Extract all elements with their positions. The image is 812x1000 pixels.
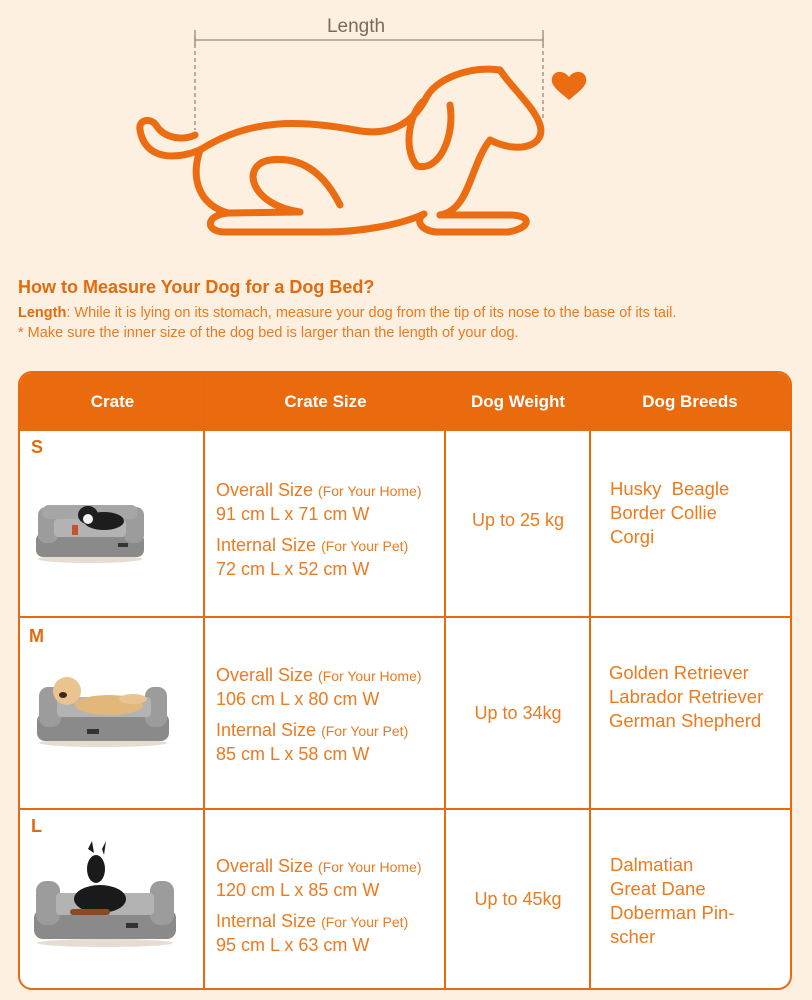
row-divider (20, 808, 790, 810)
size-label: S (31, 437, 44, 457)
crate-size-m (216, 664, 422, 766)
internal-size-value: 85 cm L x 58 cm W (216, 744, 370, 764)
length-text: : While it is lying on its stomach, measure your dog from the tip of its nose to the base of its tail. (66, 305, 677, 321)
breed-item: German Shepherd (609, 710, 762, 731)
header-crate: Crate (90, 392, 135, 411)
internal-size-value: 95 cm L x 63 cm W (216, 935, 370, 955)
length-measure-line (195, 30, 543, 130)
large-bed-with-dog-image (30, 839, 180, 949)
medium-bed-with-dog-image (33, 669, 173, 749)
length-instruction (18, 305, 808, 321)
dog-weight: Up to 45kg (474, 889, 562, 909)
internal-size-label: Internal Size (216, 720, 317, 740)
table-header (20, 373, 790, 431)
breed-item: Labrador Retriever (609, 686, 764, 707)
dog-measure-illustration (0, 0, 812, 270)
overall-size-note: (For Your Home) (318, 668, 422, 684)
size-label: L (31, 816, 42, 836)
overall-size-label: Overall Size (216, 665, 314, 685)
internal-size-value: 72 cm L x 52 cm W (216, 559, 370, 579)
internal-size-note: (For Your Pet) (321, 723, 409, 739)
breed-item: Corgi (610, 526, 655, 547)
guide-heading: How to Measure Your Dog for a Dog Bed? (18, 277, 375, 297)
crate-size-s (216, 479, 422, 581)
header-dog-weight: Dog Weight (470, 392, 566, 411)
length-label: Length (326, 16, 386, 37)
crate-size-l (216, 855, 422, 957)
dog-weight: Up to 34kg (474, 703, 562, 723)
size-table (18, 371, 792, 990)
overall-size-value: 106 cm L x 80 cm W (216, 689, 380, 709)
dog-outline-icon (0, 0, 812, 270)
size-note: * Make sure the inner size of the dog bed is larger than the length of your dog. (18, 325, 519, 341)
row-divider (20, 616, 790, 618)
dog-breeds (609, 661, 763, 733)
dog-weight: Up to 25 kg (471, 510, 565, 530)
overall-size-label: Overall Size (216, 856, 314, 876)
overall-size-label: Overall Size (216, 480, 314, 500)
overall-size-note: (For Your Home) (318, 859, 422, 875)
breed-item: Doberman Pin- (610, 902, 735, 923)
internal-size-note: (For Your Pet) (321, 914, 409, 930)
overall-size-note: (For Your Home) (318, 483, 422, 499)
breed-item: Great Dane (610, 878, 706, 899)
breed-item: Golden Retriever (609, 662, 749, 683)
overall-size-value: 91 cm L x 71 cm W (216, 504, 370, 524)
size-label: M (29, 626, 44, 646)
heart-icon (552, 72, 587, 100)
breed-item: Dalmatian (610, 854, 694, 875)
small-bed-with-dog-image (32, 495, 148, 565)
dog-breeds (610, 853, 734, 949)
length-term: Length (18, 305, 67, 321)
internal-size-label: Internal Size (216, 535, 317, 555)
header-crate-size: Crate Size (284, 392, 367, 411)
header-dog-breeds: Dog Breeds (642, 392, 738, 411)
breed-item: scher (610, 926, 656, 947)
breed-item: Husky Beagle (610, 478, 730, 499)
column-divider (203, 373, 205, 988)
internal-size-note: (For Your Pet) (321, 538, 409, 554)
overall-size-value: 120 cm L x 85 cm W (216, 880, 380, 900)
internal-size-label: Internal Size (216, 911, 317, 931)
breed-item: Border Collie (610, 502, 717, 523)
dog-breeds (610, 477, 729, 549)
